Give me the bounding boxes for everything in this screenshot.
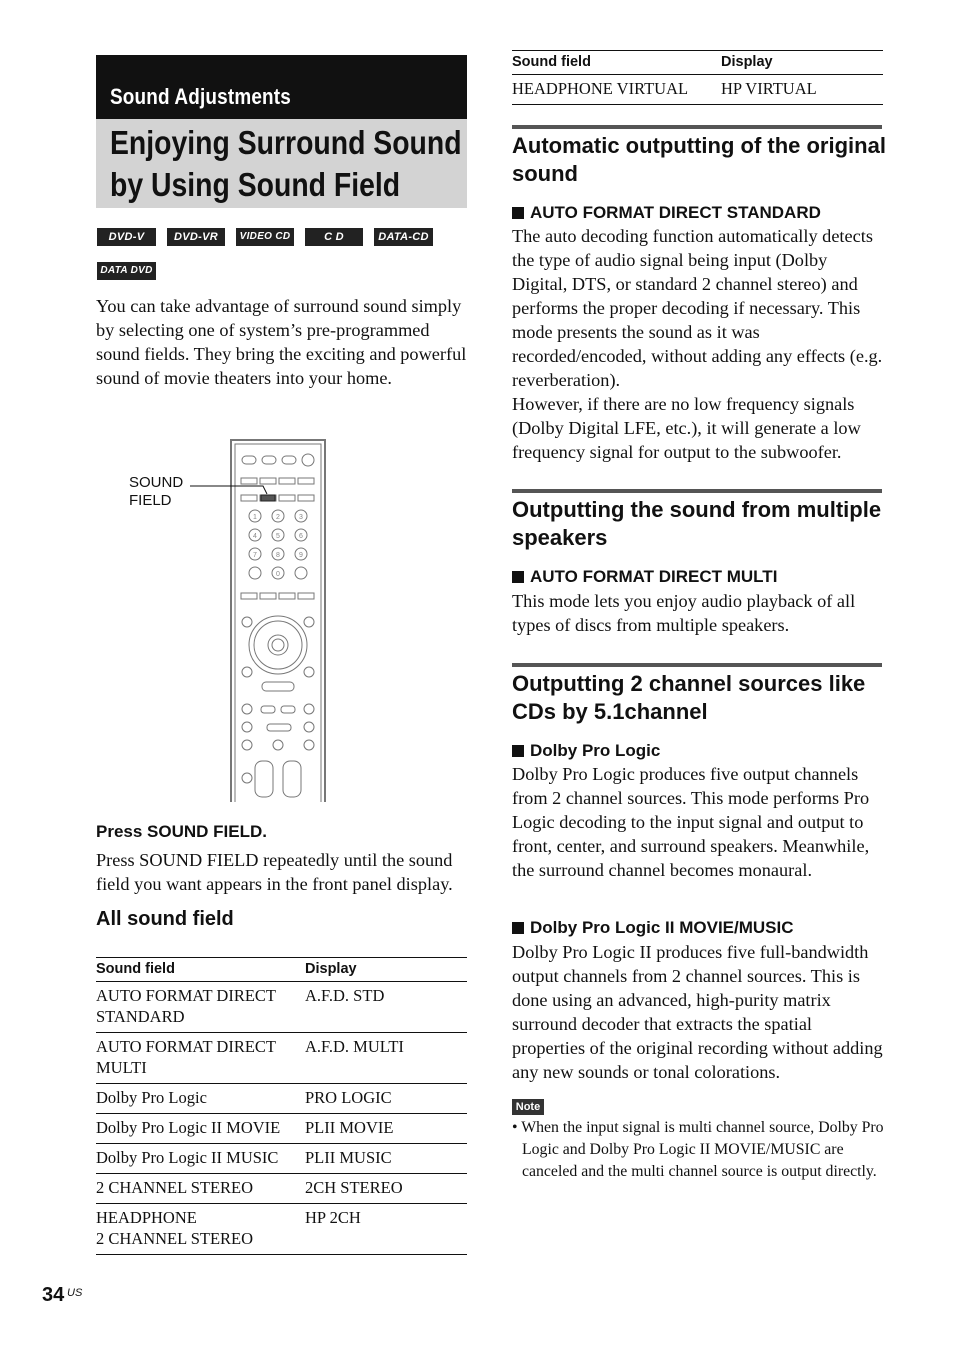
column-header: Sound field bbox=[96, 958, 305, 982]
table-cell: PLII MOVIE bbox=[305, 1114, 467, 1144]
table-cell: A.F.D. STD bbox=[305, 982, 467, 1033]
multi-heading: Outputting the sound from multiple speakers bbox=[512, 497, 882, 550]
multi-text: This mode lets you enjoy audio playback of all types of discs from multiple speakers. bbox=[512, 591, 856, 635]
section-label: Sound Adjustments bbox=[110, 84, 291, 109]
table-cell: PLII MUSIC bbox=[305, 1144, 467, 1174]
badge-data-cd: DATA-CD bbox=[374, 228, 433, 246]
svg-text:2: 2 bbox=[276, 514, 280, 521]
svg-text:1: 1 bbox=[253, 514, 257, 521]
table-header-row bbox=[96, 958, 467, 982]
svg-text:0: 0 bbox=[276, 571, 280, 578]
svg-text:7: 7 bbox=[253, 552, 257, 559]
column-header: Display bbox=[305, 958, 467, 982]
column-header: Display bbox=[721, 51, 883, 75]
table-cell: HEADPHONE VIRTUAL bbox=[512, 75, 721, 105]
svg-text:9: 9 bbox=[299, 552, 303, 559]
pro-logic-subheading bbox=[512, 741, 660, 761]
pro-logic-ii-text: Dolby Pro Logic II produces five full-bandwidth output channels from 2 channel sources. This is done using an advanced, high-purity matrix surround decoder that extracts the spatial properties of the original recording without adding any new sounds or tonal colorations. bbox=[512, 942, 883, 1082]
multi-subheading bbox=[512, 567, 777, 587]
table-cell: HEADPHONE 2 CHANNEL STEREO bbox=[96, 1204, 305, 1255]
table-cell: AUTO FORMAT DIRECT STANDARD bbox=[96, 982, 305, 1033]
press-heading: Press SOUND FIELD. bbox=[96, 822, 267, 841]
note-text: • When the input signal is multi channel source, Dolby Pro Logic and Dolby Pro Logic II MOVIE/MUSIC are canceled and the multi channel source is output directly. bbox=[512, 1119, 884, 1180]
table-cell: 2CH STEREO bbox=[305, 1174, 467, 1204]
badge-video-cd: VIDEO CD bbox=[236, 228, 294, 246]
table-cell: 2 CHANNEL STEREO bbox=[96, 1174, 305, 1204]
pro-logic-ii-subheading bbox=[512, 918, 794, 938]
page-number: 34 bbox=[42, 1284, 65, 1306]
table-cell: A.F.D. MULTI bbox=[305, 1033, 467, 1084]
table-row bbox=[96, 1033, 467, 1084]
table-cell: HP 2CH bbox=[305, 1204, 467, 1255]
remote-control-illustration bbox=[185, 436, 335, 806]
table-row bbox=[512, 75, 883, 105]
pro-logic-ii-subheading-label: Dolby Pro Logic II MOVIE/MUSIC bbox=[530, 918, 794, 937]
square-bullet-icon bbox=[512, 745, 524, 757]
page-title bbox=[110, 122, 471, 206]
badge-cd: C D bbox=[305, 228, 363, 246]
auto-text: The auto decoding function automatically detects the type of audio signal being input (Dolby Digital, DTS, or standard 2 channel stereo) and performs the proper decoding if necessary. This mode presents the sound as it was recorded/encoded, without adding any effects (e.g. reverberation). However, if there are no low frequency signals (Dolby Digital LFE, etc.), it will generate a low frequency signal for output to the subwoofer. bbox=[512, 226, 883, 462]
pro-logic-text: Dolby Pro Logic produces five output channels from 2 channel sources. This mode performs Pro Logic decoding to the input signal and output to front, center, and surround speakers. Meanwhile, the surround channel becomes monaural. bbox=[512, 764, 870, 880]
table-cell: HP VIRTUAL bbox=[721, 75, 883, 105]
section-divider bbox=[512, 125, 882, 129]
table-row bbox=[96, 1204, 467, 1255]
table-row bbox=[96, 982, 467, 1033]
auto-subheading bbox=[512, 203, 821, 223]
svg-text:3: 3 bbox=[299, 514, 303, 521]
table-cell: AUTO FORMAT DIRECT MULTI bbox=[96, 1033, 305, 1084]
sound-field-callout bbox=[129, 474, 183, 510]
badge-dvd-v: DVD-V bbox=[97, 228, 156, 246]
sound-field-table bbox=[96, 957, 467, 1255]
sound-field-table-continued bbox=[512, 50, 883, 105]
page-number-suffix: US bbox=[67, 1287, 83, 1299]
table-row bbox=[96, 1114, 467, 1144]
square-bullet-icon bbox=[512, 922, 524, 934]
section-divider bbox=[512, 489, 882, 493]
table-header-row bbox=[512, 51, 883, 75]
auto-subheading-label: AUTO FORMAT DIRECT STANDARD bbox=[530, 203, 821, 222]
table-row bbox=[96, 1084, 467, 1114]
callout-line-2: FIELD bbox=[129, 492, 172, 509]
press-text: Press SOUND FIELD repeatedly until the sound field you want appears in the front panel display. bbox=[96, 850, 453, 894]
auto-heading: Automatic outputting of the original sound bbox=[512, 133, 886, 186]
table-row bbox=[96, 1144, 467, 1174]
svg-text:8: 8 bbox=[276, 552, 280, 559]
page-title-line-2: by Using Sound Field bbox=[110, 166, 401, 203]
table-cell: Dolby Pro Logic II MUSIC bbox=[96, 1144, 305, 1174]
note-label: Note bbox=[512, 1099, 544, 1115]
twoch-heading: Outputting 2 channel sources like CDs by 5.1channel bbox=[512, 671, 866, 724]
pro-logic-subheading-label: Dolby Pro Logic bbox=[530, 741, 661, 760]
table-row bbox=[96, 1174, 467, 1204]
svg-text:5: 5 bbox=[276, 533, 280, 540]
column-header: Sound field bbox=[512, 51, 721, 75]
table-cell: PRO LOGIC bbox=[305, 1084, 467, 1114]
all-sound-field-heading: All sound field bbox=[96, 908, 234, 930]
table-cell: Dolby Pro Logic bbox=[96, 1084, 305, 1114]
callout-line-1: SOUND bbox=[129, 474, 184, 491]
square-bullet-icon bbox=[512, 207, 524, 219]
table-cell: Dolby Pro Logic II MOVIE bbox=[96, 1114, 305, 1144]
square-bullet-icon bbox=[512, 571, 524, 583]
badge-dvd-vr: DVD-VR bbox=[167, 228, 225, 246]
multi-subheading-label: AUTO FORMAT DIRECT MULTI bbox=[530, 567, 778, 586]
svg-text:6: 6 bbox=[299, 533, 303, 540]
page-title-line-1: Enjoying Surround Sound bbox=[110, 124, 462, 161]
section-divider bbox=[512, 663, 882, 667]
badge-data-dvd: DATA DVD bbox=[97, 262, 156, 280]
svg-text:4: 4 bbox=[253, 533, 257, 540]
intro-paragraph: You can take advantage of surround sound simply by selecting one of system’s pre-programmed sound fields. They bring the exciting and powerful sound of movie theaters into your home. bbox=[96, 296, 467, 388]
